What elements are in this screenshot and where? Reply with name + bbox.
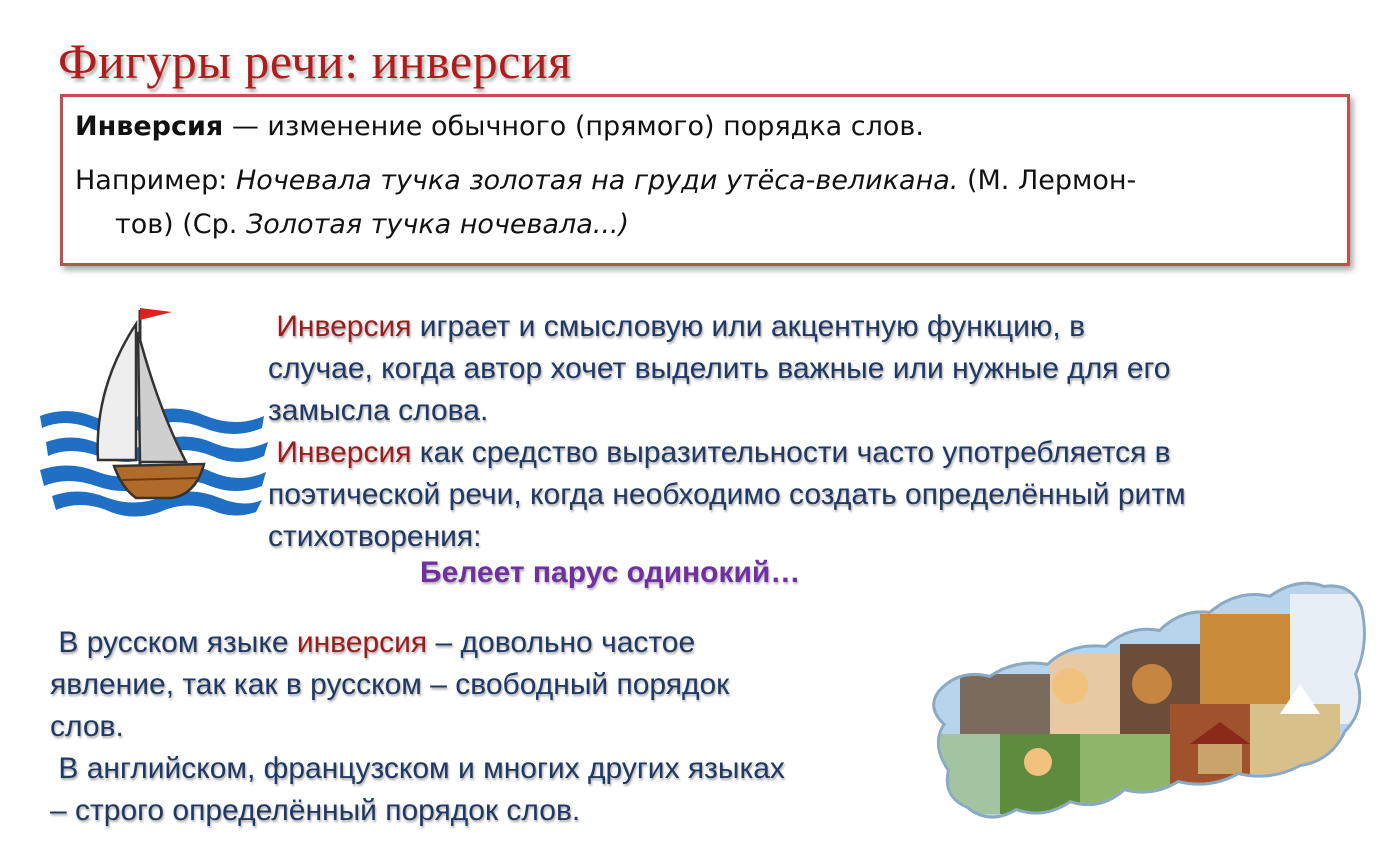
paragraph-text: явление, так как в русском – свободный порядок: [50, 668, 730, 701]
slide-title: Фигуры речи: инверсия: [58, 33, 572, 89]
paragraph-text: – строго определённый порядок слов.: [50, 794, 581, 827]
paragraph-text: замысла слова.: [268, 394, 489, 427]
example-line: [75, 165, 1136, 196]
example-compare: Золотая тучка ночевала...): [245, 209, 630, 240]
example-label: Например:: [75, 165, 236, 196]
paragraph-line: [268, 516, 1186, 558]
definition-text: — изменение обычного (прямого) порядка слов.: [223, 111, 924, 142]
paragraph-line: [50, 622, 785, 664]
example-line-continued: [115, 209, 629, 240]
accent-word: Инверсия: [276, 436, 412, 469]
sailboat-icon: [36, 298, 272, 528]
paragraph-text: как средство выразительности часто употребляется в: [411, 436, 1171, 469]
example-quote: Ночевала тучка золотая на груди утёса-великана.: [236, 165, 959, 196]
paragraph-text: поэтической речи, когда необходимо создать определённый ритм: [268, 478, 1186, 511]
paragraph-line: [50, 706, 785, 748]
paragraph-russian-language: [50, 622, 785, 832]
paragraph-line: [50, 748, 785, 790]
paragraph-text: В русском языке: [58, 626, 297, 659]
definition-line: [75, 111, 924, 142]
example-author-cont: тов) (Ср.: [115, 209, 246, 240]
paragraph-line: [268, 432, 1186, 474]
russia-map-icon: [920, 574, 1370, 842]
paragraph-line: [268, 474, 1186, 516]
paragraph-line: [50, 790, 785, 832]
paragraph-text: стихотворения:: [268, 520, 482, 553]
paragraph-line: [50, 664, 785, 706]
paragraph-inversion-function: [268, 306, 1186, 558]
paragraph-line: [268, 348, 1186, 390]
paragraph-line: [268, 306, 1186, 348]
example-author: (М. Лермон-: [958, 165, 1137, 196]
accent-word: инверсия: [296, 626, 428, 659]
poem-quote: Белеет парус одинокий…: [420, 556, 801, 589]
paragraph-text: играет и смысловую или акцентную функцию, в: [411, 310, 1086, 343]
paragraph-text: В английском, французском и многих других языках: [58, 752, 785, 785]
paragraph-text: – довольно частое: [427, 626, 696, 659]
paragraph-text: слов.: [50, 710, 124, 743]
paragraph-text: случае, когда автор хочет выделить важные или нужные для его: [268, 352, 1171, 385]
paragraph-line: [268, 390, 1186, 432]
accent-word: Инверсия: [276, 310, 412, 343]
definition-term: Инверсия: [75, 111, 224, 142]
definition-box: [60, 94, 1350, 266]
